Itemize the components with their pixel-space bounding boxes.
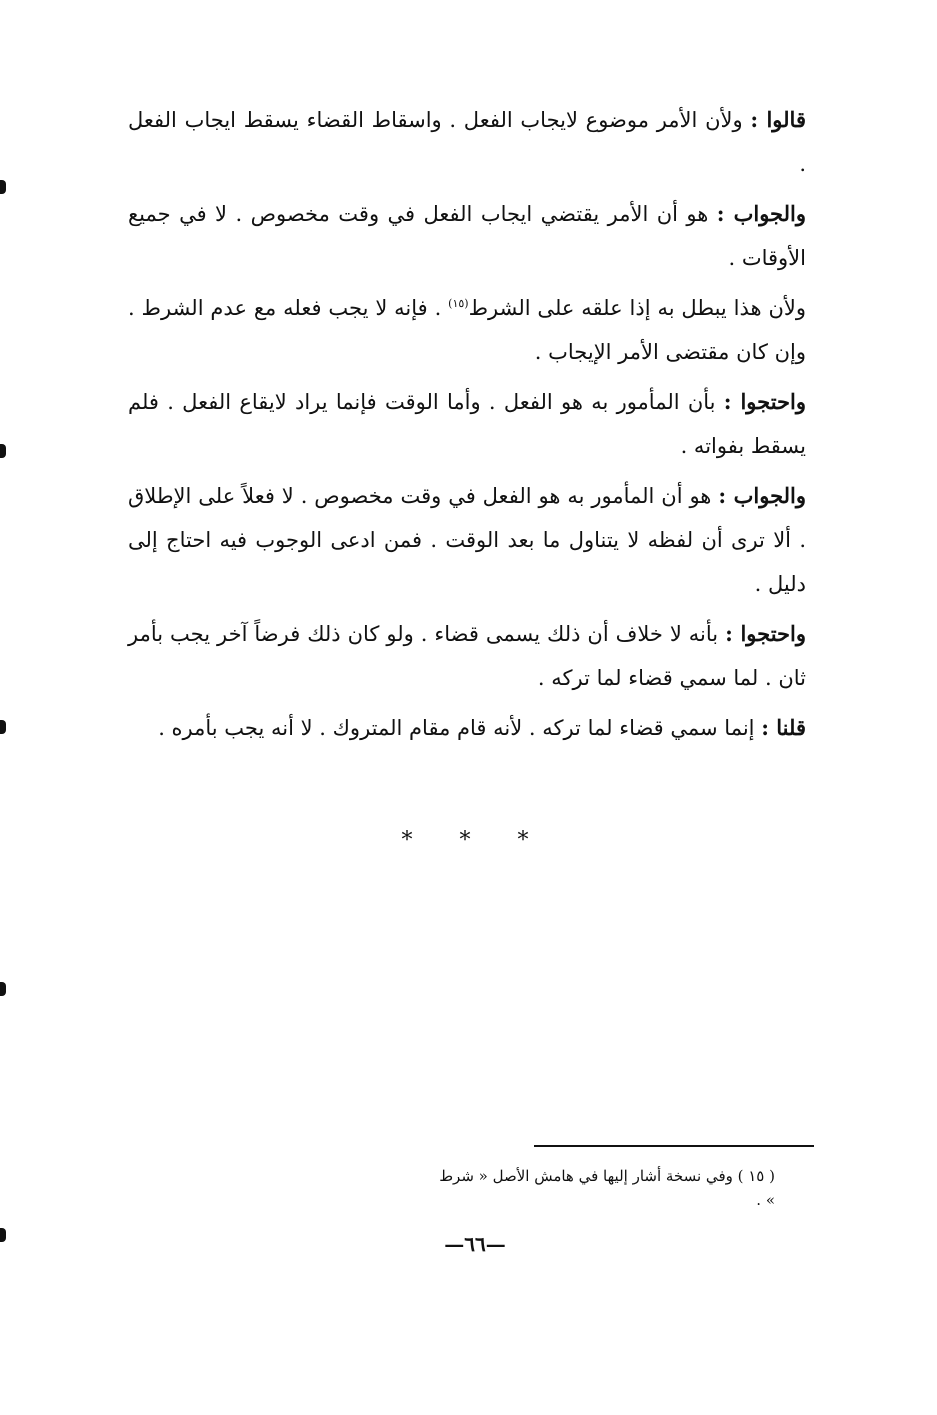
footnote-reference[interactable]: (١٥) — [448, 297, 469, 310]
paragraph-3 — [128, 286, 806, 374]
paragraph-text: ولأن الأمر موضوع لايجاب الفعل . واسقاط القضاء يسقط ايجاب الفعل . — [128, 108, 806, 176]
paragraph-text: هو أن المأمور به هو الفعل في وقت مخصوص . لا فعلاً على الإطلاق . ألا ترى أن لفظه لا يتناول ما بعد الوقت . فمن ادعى الوجوب فيه احتاج إلى دليل . — [128, 484, 806, 596]
paragraph-text-continued: . فإنه لا يجب فعله مع عدم الشرط . وإن كان مقتضى الأمر الإيجاب . — [128, 296, 806, 364]
footnote-divider — [534, 1145, 814, 1147]
paragraph-text: بأنه لا خلاف أن ذلك يسمى قضاء . ولو كان ذلك فرضاً آخر يجب بأمر ثان . لما سمي قضاء لما تركه . — [128, 622, 806, 690]
paragraph-lead: واحتجوا : — [723, 389, 806, 414]
paragraph-lead: واحتجوا : — [725, 621, 806, 646]
main-text — [128, 98, 806, 756]
footnote: ( ١٥ ) وفي نسخة أشار إليها في هامش الأصل « شرط » . — [439, 1167, 775, 1209]
paragraph-5 — [128, 474, 806, 606]
scan-edge-mark — [0, 444, 6, 458]
paragraph-text: هو أن الأمر يقتضي ايجاب الفعل في وقت مخصوص . لا في جميع الأوقات . — [128, 202, 806, 270]
paragraph-text: إنما سمي قضاء لما تركه . لأنه قام مقام المتروك . لا أنه يجب بأمره . — [158, 716, 762, 740]
paragraph-lead: والجواب : — [716, 201, 806, 226]
scan-edge-mark — [0, 720, 6, 734]
section-separator: * * * — [401, 828, 549, 853]
paragraph-lead: والجواب : — [718, 483, 807, 508]
paragraph-1 — [128, 98, 806, 186]
paragraph-4 — [128, 380, 806, 468]
paragraph-text: بأن المأمور به هو الفعل . وأما الوقت فإنما يراد لايقاع الفعل . فلم يسقط بفواته . — [128, 390, 806, 458]
paragraph-lead: قالوا : — [750, 107, 806, 132]
page-number: —٦٦— — [444, 1232, 506, 1256]
scan-edge-mark — [0, 1228, 6, 1242]
scan-edge-mark — [0, 180, 6, 194]
paragraph-lead: قلنا : — [761, 715, 806, 740]
paragraph-6 — [128, 612, 806, 700]
scan-edge-mark — [0, 982, 6, 996]
paragraph-7 — [128, 706, 806, 750]
paragraph-2 — [128, 192, 806, 280]
paragraph-text: ولأن هذا يبطل به إذا علقه على الشرط — [468, 296, 806, 320]
